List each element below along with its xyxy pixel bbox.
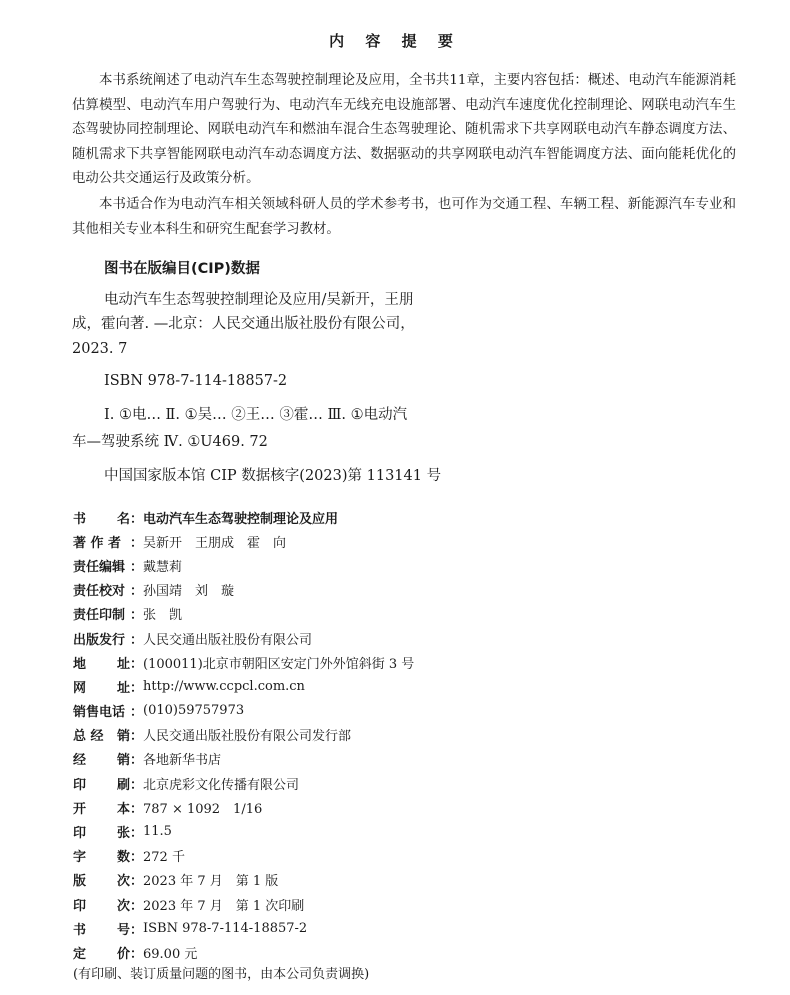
detail-row — [73, 626, 673, 650]
detail-value: 吴新开 王朋成 霍 向 — [143, 535, 287, 551]
detail-label-suffix: 号： — [116, 922, 143, 938]
detail-value: 北京虎彩文化传播有限公司 — [143, 777, 300, 793]
detail-label-text: 书 — [73, 922, 87, 938]
detail-row — [73, 771, 673, 795]
detail-value: 电动汽车生态驾驶控制理论及应用 — [143, 511, 339, 527]
detail-label-suffix: 价： — [116, 946, 143, 962]
detail-value: 787 × 1092 1/16 — [143, 801, 263, 817]
detail-row — [73, 940, 673, 964]
cip-record-line: 成，霍向著. —北京：人民交通出版社股份有限公司， — [72, 316, 415, 333]
cip-data-number: 中国国家版本馆 CIP 数据核字(2023)第 113141 号 — [104, 468, 442, 484]
detail-row — [73, 916, 673, 940]
detail-value: 69.00 元 — [143, 946, 198, 962]
detail-row — [73, 892, 673, 916]
detail-label-suffix: 张： — [116, 826, 143, 842]
detail-label-suffix: ： — [129, 535, 143, 551]
detail-label-text: 经 — [73, 753, 87, 769]
detail-label-text: 书 — [73, 511, 87, 527]
summary-title: 内 容 提 要 — [329, 32, 461, 50]
detail-label — [73, 556, 143, 575]
cip-record-line: 2023. 7 — [72, 340, 128, 357]
detail-row — [73, 747, 673, 771]
detail-label-suffix: 名： — [116, 511, 143, 527]
detail-label-suffix: 址： — [116, 656, 143, 672]
detail-label — [73, 846, 143, 865]
detail-label-suffix: 本： — [116, 801, 143, 817]
summary-paragraph-contents: 本书系统阐述了电动汽车生态驾驶控制理论及应用，全书共11章，主要内容包括：概述、电动汽车能源消耗估算模型、电动汽车用户驾驶行为、电动汽车无线充电设施部署、电动汽车速度优化控制理论、网联电动汽车生态驾驶协同控制理论、网联电动汽车和燃油车混合生态驾驶理论、随机需求下共享网联电动汽车静态调度方法、随机需求下共享智能网联电动汽车动态调度方法、数据驱动的共享网联电动汽车智能调度方法、面向能耗优化的电动公共交通运行及政策分析。 — [72, 73, 736, 187]
detail-label-suffix: 数： — [116, 850, 143, 866]
detail-value: ISBN 978-7-114-18857-2 — [143, 920, 308, 936]
detail-label-suffix: 次： — [116, 874, 143, 890]
cip-heading: 图书在版编目(CIP)数据 — [104, 261, 260, 277]
detail-value: 2023 年 7 月 第 1 次印刷 — [143, 898, 305, 914]
detail-label-text: 责任校对 — [73, 584, 126, 600]
detail-label-text: 开 — [73, 801, 87, 817]
detail-label-suffix: 刷： — [116, 777, 143, 793]
detail-label-text: 版 — [73, 874, 87, 890]
detail-label — [73, 580, 143, 599]
detail-label — [73, 532, 143, 551]
detail-label-suffix: ： — [129, 632, 143, 648]
detail-label — [73, 822, 143, 841]
detail-value: (010)59757973 — [143, 703, 245, 719]
detail-label — [73, 749, 143, 768]
detail-row — [73, 602, 673, 626]
detail-label — [73, 895, 143, 914]
detail-label — [73, 919, 143, 938]
detail-row — [73, 553, 673, 577]
detail-row — [73, 578, 673, 602]
detail-label-text: 印 — [73, 826, 87, 842]
detail-label-suffix: 次： — [116, 898, 143, 914]
detail-label — [73, 798, 143, 817]
detail-label-text: 总 经 — [73, 729, 104, 745]
detail-label-suffix: 销： — [116, 729, 143, 745]
detail-value: 人民交通出版社股份有限公司发行部 — [143, 729, 352, 745]
detail-label-suffix: 销： — [116, 753, 143, 769]
cip-classification-line: Ⅰ. ①电… Ⅱ. ①吴… ②王… ③霍… Ⅲ. ①电动汽 — [104, 407, 408, 423]
cip-record-line: 电动汽车生态驾驶控制理论及应用/吴新开，王朋 — [104, 292, 414, 308]
detail-value: 272 千 — [143, 850, 185, 866]
detail-value: 张 凯 — [143, 608, 183, 624]
detail-label-suffix: 址： — [116, 680, 143, 696]
detail-label-text: 出版发行 — [73, 632, 126, 648]
quality-footnote: (有印刷、装订质量问题的图书，由本公司负责调换) — [73, 967, 370, 982]
detail-label-text: 著 作 者 — [73, 535, 122, 551]
detail-label-text: 责任印制 — [73, 608, 126, 624]
detail-label — [73, 604, 143, 623]
detail-row — [73, 699, 673, 723]
detail-row — [73, 868, 673, 892]
detail-label-text: 销售电话 — [73, 705, 126, 721]
detail-label-text: 责任编辑 — [73, 559, 126, 575]
publication-details — [73, 505, 673, 965]
detail-label — [73, 870, 143, 889]
detail-row — [73, 819, 673, 843]
detail-label — [73, 774, 143, 793]
cip-classification-line: 车—驾驶系统 Ⅳ. ①U469. 72 — [72, 434, 268, 450]
detail-label-suffix: ： — [129, 559, 143, 575]
detail-label-text: 定 — [73, 946, 87, 962]
detail-label — [73, 701, 143, 720]
cip-isbn: ISBN 978-7-114-18857-2 — [104, 372, 288, 389]
detail-row — [73, 505, 673, 529]
detail-value: 戴慧莉 — [143, 559, 183, 575]
detail-value: (100011)北京市朝阳区安定门外外馆斜街 3 号 — [143, 656, 415, 672]
detail-value: http://www.ccpcl.com.cn — [143, 678, 305, 694]
detail-value: 2023 年 7 月 第 1 版 — [143, 874, 279, 890]
cip-classification — [72, 402, 532, 456]
detail-label — [73, 629, 143, 648]
detail-value: 11.5 — [143, 824, 172, 840]
detail-label-suffix: ： — [129, 705, 143, 721]
detail-row — [73, 723, 673, 747]
detail-label — [73, 677, 143, 696]
detail-label — [73, 943, 143, 962]
detail-row — [73, 650, 673, 674]
detail-label — [73, 725, 143, 744]
detail-label-text: 印 — [73, 898, 87, 914]
detail-value: 孙国靖 刘 璇 — [143, 584, 235, 600]
detail-value: 各地新华书店 — [143, 753, 222, 769]
detail-label-text: 网 — [73, 680, 87, 696]
detail-label-suffix: ： — [129, 608, 143, 624]
summary-paragraph-audience: 本书适合作为电动汽车相关领域科研人员的学术参考书，也可作为交通工程、车辆工程、新能源汽车专业和其他相关专业本科生和研究生配套学习教材。 — [72, 197, 736, 237]
detail-row — [73, 844, 673, 868]
detail-label-text: 印 — [73, 777, 87, 793]
detail-label — [73, 508, 143, 527]
cip-record — [72, 288, 482, 393]
detail-row — [73, 795, 673, 819]
detail-label-text: 字 — [73, 850, 87, 866]
detail-label — [73, 653, 143, 672]
detail-value: 人民交通出版社股份有限公司 — [143, 632, 313, 648]
detail-label-text: 地 — [73, 656, 87, 672]
detail-label-suffix: ： — [129, 584, 143, 600]
detail-row — [73, 529, 673, 553]
detail-row — [73, 674, 673, 698]
